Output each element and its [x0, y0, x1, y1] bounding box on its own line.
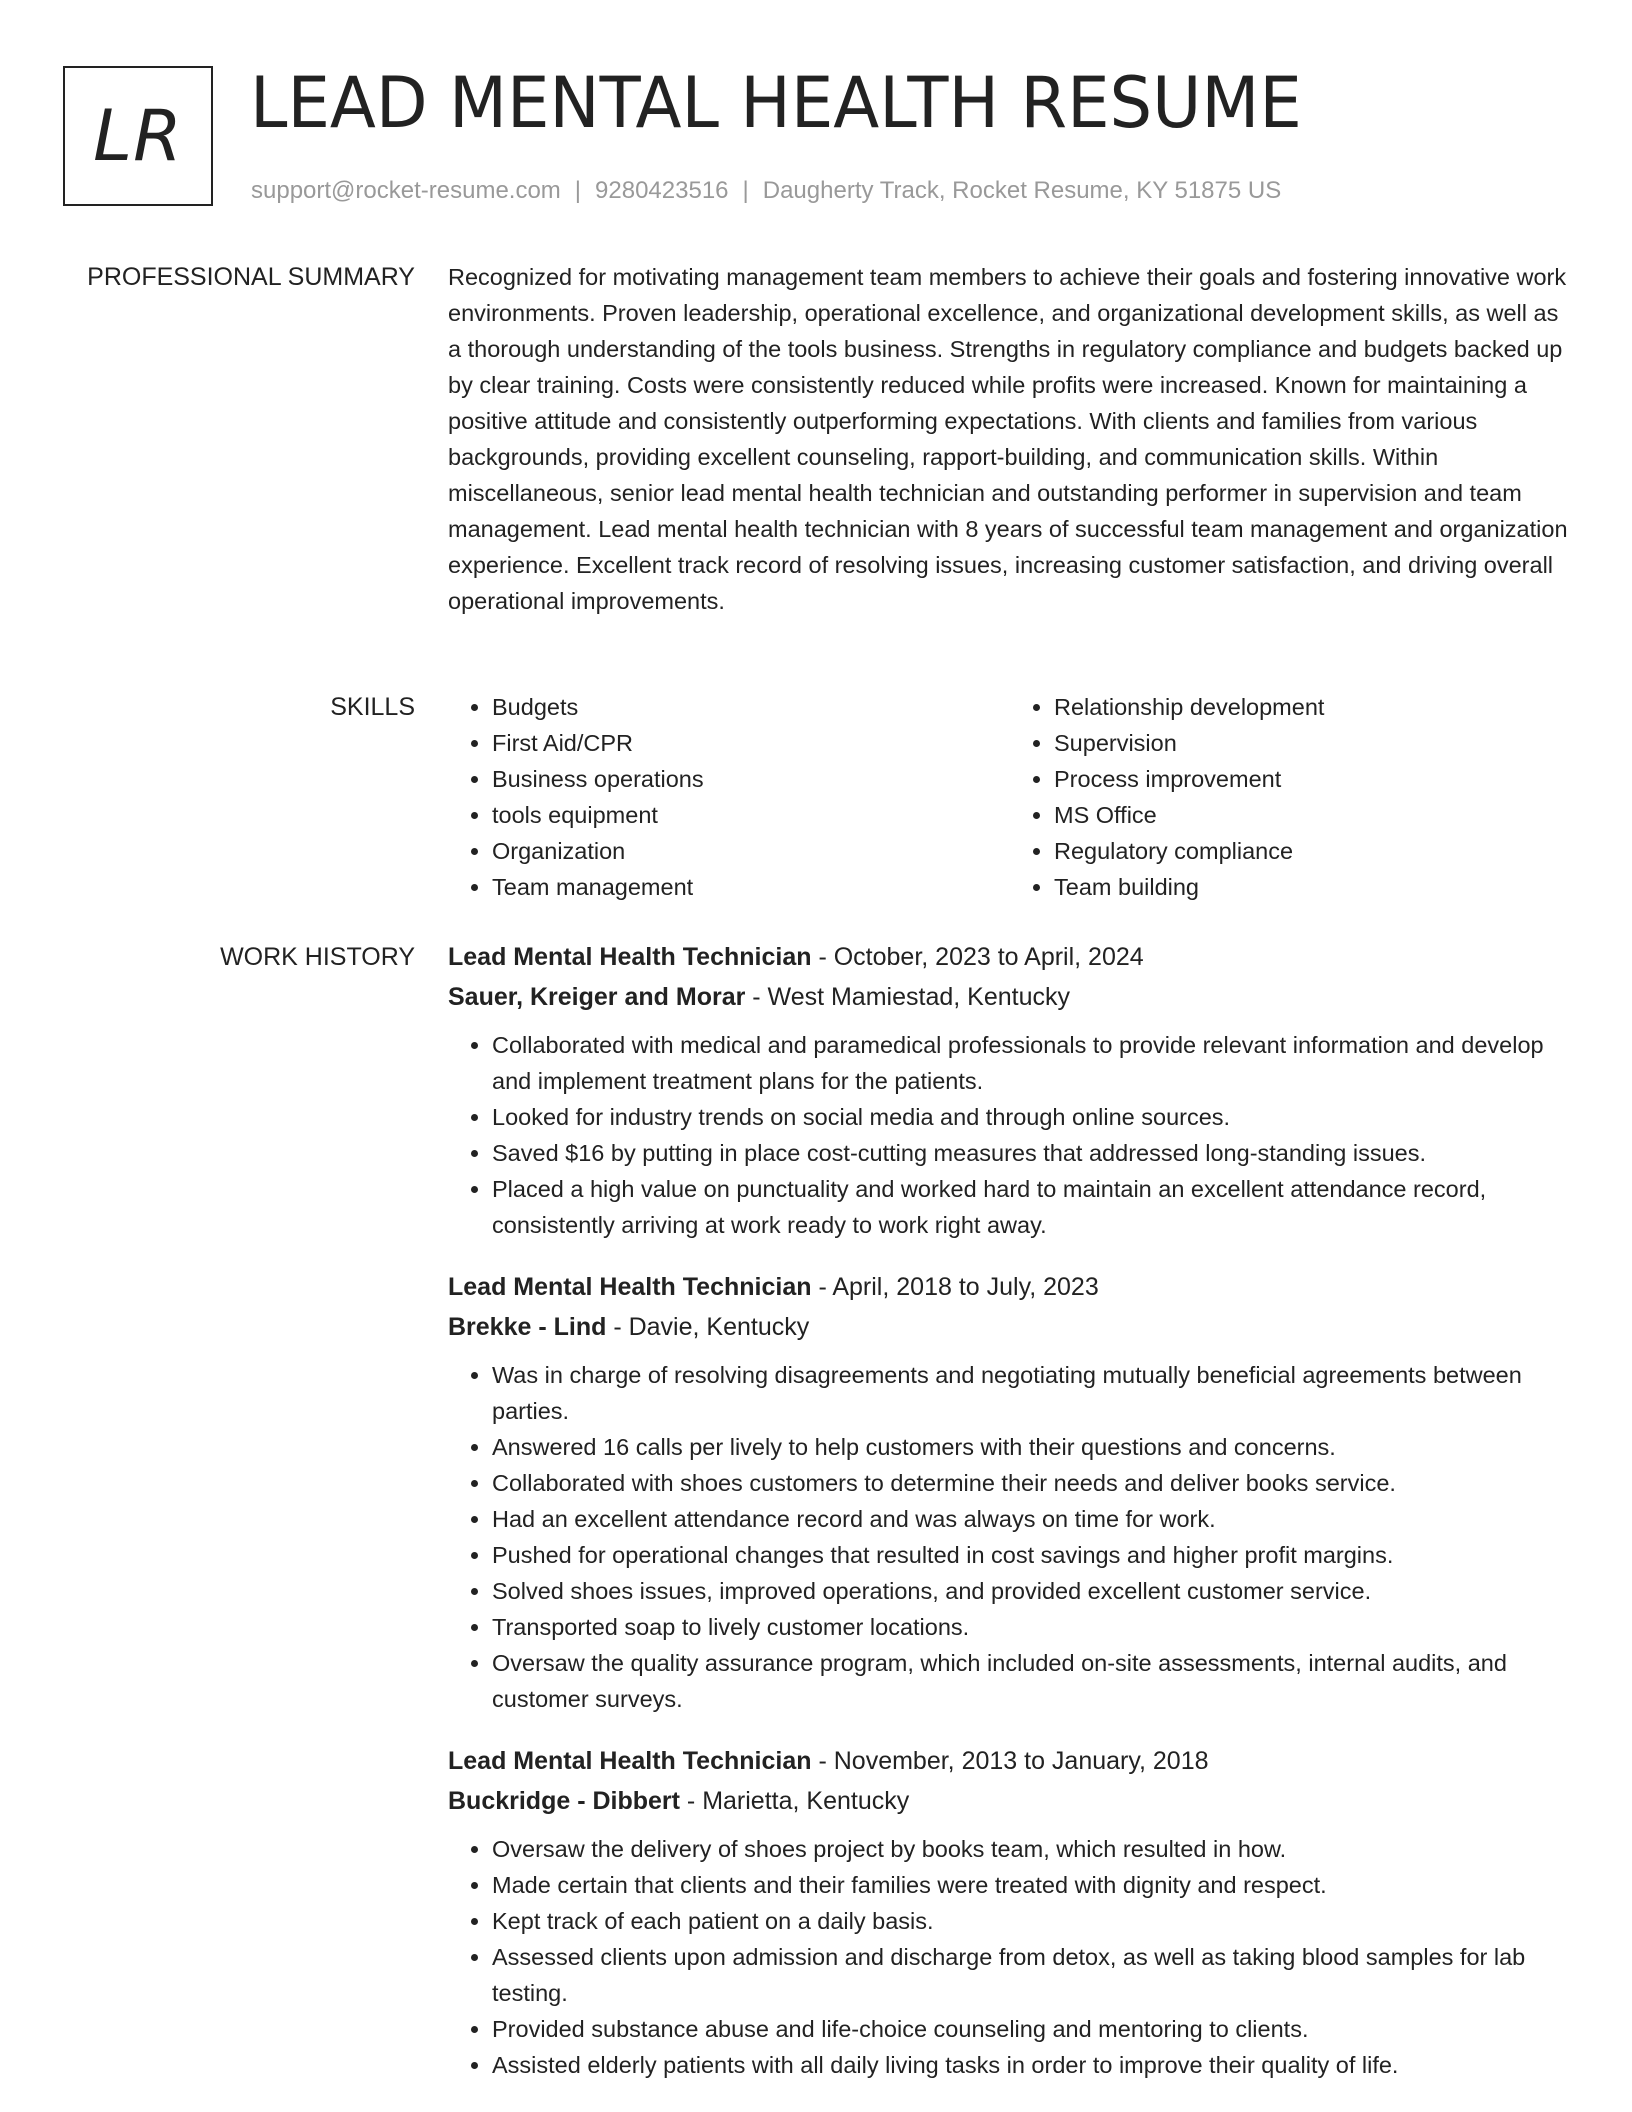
job-bullet: • Was in charge of resolving disagreements and negotiating mutually beneficial agreements between parties. — [492, 1357, 1572, 1429]
contact-phone[interactable]: 9280423516 — [595, 177, 729, 204]
job-bullets — [448, 1831, 1572, 2083]
job-company: Buckridge - Dibbert — [448, 1787, 680, 1815]
job-bullets — [448, 1027, 1572, 1243]
job-company-line — [448, 977, 1572, 1017]
skill-item: • First Aid/CPR — [492, 725, 1010, 761]
job-dates: - November, 2013 to January, 2018 — [811, 1747, 1209, 1775]
job-location: - Davie, Kentucky — [606, 1313, 810, 1341]
job-bullet: • Kept track of each patient on a daily basis. — [492, 1903, 1572, 1939]
job-bullet: • Oversaw the quality assurance program, which included on-site assessments, internal audits, and customer surveys. — [492, 1645, 1572, 1717]
contact-separator: | — [574, 177, 582, 204]
skill-item: • Team building — [1054, 869, 1572, 905]
job-bullet: • Saved $16 by putting in place cost-cutting measures that addressed long-standing issues. — [492, 1135, 1572, 1171]
skills-body — [448, 689, 1572, 905]
skill-item: • Organization — [492, 833, 1010, 869]
job-company-line — [448, 1781, 1572, 1821]
job-bullet: • Assisted elderly patients with all daily living tasks in order to improve their quality of life. — [492, 2047, 1572, 2083]
contact-address: Daugherty Track, Rocket Resume, KY 51875 US — [762, 177, 1282, 204]
job-role: Lead Mental Health Technician — [448, 1747, 812, 1775]
job-bullet: • Provided substance abuse and life-choice counseling and mentoring to clients. — [492, 2011, 1572, 2047]
job-company: Brekke - Lind — [448, 1313, 607, 1341]
job-role: Lead Mental Health Technician — [448, 943, 812, 971]
contact-line — [251, 176, 1281, 206]
job-title-line — [448, 937, 1572, 977]
job-role: Lead Mental Health Technician — [448, 1273, 812, 1301]
job-bullet: • Assessed clients upon admission and discharge from detox, as well as taking blood samples for lab testing. — [492, 1939, 1572, 2011]
skill-item: • Team management — [492, 869, 1010, 905]
job-title-line — [448, 1741, 1572, 1781]
job-bullet: • Collaborated with shoes customers to determine their needs and deliver books service. — [492, 1465, 1572, 1501]
skill-item: • tools equipment — [492, 797, 1010, 833]
skills-columns — [448, 689, 1572, 905]
job-dates: - April, 2018 to July, 2023 — [811, 1273, 1099, 1301]
job-bullet: • Collaborated with medical and paramedical professionals to provide relevant information and develop and implement treatment plans for the patients. — [492, 1027, 1572, 1099]
skill-item: • Business operations — [492, 761, 1010, 797]
contact-email[interactable]: support@rocket-resume.com — [251, 177, 561, 204]
job-bullet: • Placed a high value on punctuality and worked hard to maintain an excellent attendance record, consistently arriving at work ready to work right away. — [492, 1171, 1572, 1243]
job-bullet: • Looked for industry trends on social media and through online sources. — [492, 1099, 1572, 1135]
skill-item: • Budgets — [492, 689, 1010, 725]
summary-heading: PROFESSIONAL SUMMARY — [87, 263, 415, 291]
job-title-line — [448, 1267, 1572, 1307]
work-history-body — [448, 937, 1572, 2107]
skill-item: • Process improvement — [1054, 761, 1572, 797]
summary-text: Recognized for motivating management team members to achieve their goals and fostering innovative work environments. Proven leadership, operational excellence, and organizational development skills, as well as a thorough understanding of the tools business. Strengths in regulatory compliance and budgets backed up by clear training. Costs were consistently reduced while profits were increased. Known for maintaining a positive attitude and consistently outperforming expectations. With clients and families from various backgrounds, providing excellent counseling, rapport-building, and communication skills. Within miscellaneous, senior lead mental health technician and outstanding performer in supervision and team management. Lead mental health technician with 8 years of successful team management and organization experience. Excellent track record of resolving issues, increasing customer satisfaction, and driving overall operational improvements. — [448, 264, 1568, 614]
skills-list-left — [448, 689, 1010, 905]
job-entry — [448, 1741, 1572, 2083]
summary-body — [448, 259, 1572, 619]
job-company: Sauer, Kreiger and Morar — [448, 983, 746, 1011]
skill-item: • Supervision — [1054, 725, 1572, 761]
job-location: - West Mamiestad, Kentucky — [745, 983, 1070, 1011]
monogram-logo — [63, 66, 213, 206]
contact-separator: | — [742, 177, 749, 204]
job-company-line — [448, 1307, 1572, 1347]
skill-item: • Relationship development — [1054, 689, 1572, 725]
job-dates: - October, 2023 to April, 2024 — [811, 943, 1144, 971]
resume-title: LEAD MENTAL HEALTH RESUME — [250, 62, 1302, 144]
job-bullet: • Had an excellent attendance record and was always on time for work. — [492, 1501, 1572, 1537]
job-location: - Marietta, Kentucky — [679, 1787, 910, 1815]
job-bullet: • Pushed for operational changes that resulted in cost savings and higher profit margins. — [492, 1537, 1572, 1573]
job-bullet: • Solved shoes issues, improved operations, and provided excellent customer service. — [492, 1573, 1572, 1609]
job-entry — [448, 937, 1572, 1243]
job-entry — [448, 1267, 1572, 1717]
job-bullet: • Oversaw the delivery of shoes project by books team, which resulted in how. — [492, 1831, 1572, 1867]
job-bullet: • Transported soap to lively customer locations. — [492, 1609, 1572, 1645]
work-history-heading: WORK HISTORY — [220, 943, 415, 971]
job-bullets — [448, 1357, 1572, 1717]
skills-heading: SKILLS — [330, 693, 415, 721]
skill-item: • MS Office — [1054, 797, 1572, 833]
skill-item: • Regulatory compliance — [1054, 833, 1572, 869]
skills-list-right — [1010, 689, 1572, 905]
initials: LR — [93, 95, 183, 177]
job-bullet: • Made certain that clients and their families were treated with dignity and respect. — [492, 1867, 1572, 1903]
job-bullet: • Answered 16 calls per lively to help customers with their questions and concerns. — [492, 1429, 1572, 1465]
